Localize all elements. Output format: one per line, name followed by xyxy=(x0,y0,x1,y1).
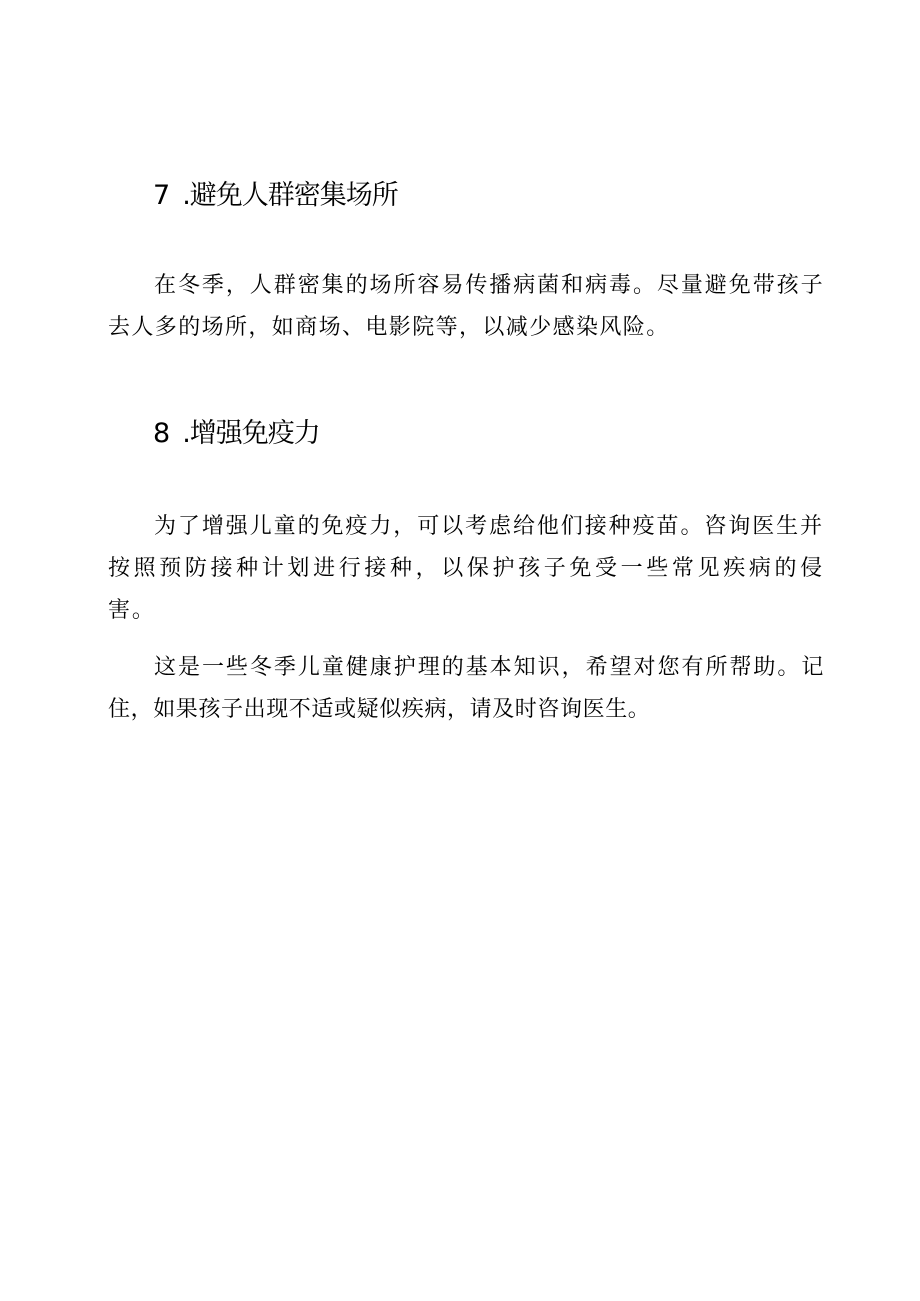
section-number: 7 xyxy=(153,180,171,211)
section-heading-8 xyxy=(153,418,320,450)
closing-paragraph: 这是一些冬季儿童健康护理的基本知识，希望对您有所帮助。记住，如果孩子出现不适或疑似疾病，请及时咨询医生。 xyxy=(108,655,824,722)
section-title: .增强免疫力 xyxy=(182,418,320,449)
section-paragraph-7: 在冬季，人群密集的场所容易传播病菌和病毒。尽量避免带孩子去人多的场所，如商场、电影院等，以减少感染风险。 xyxy=(108,273,824,340)
section-title: .避免人群密集场所 xyxy=(182,180,398,211)
section-paragraph-8: 为了增强儿童的免疫力，可以考虑给他们接种疫苗。咨询医生并按照预防接种计划进行接种，以保护孩子免受一些常见疾病的侵害。 xyxy=(108,514,824,623)
section-number: 8 xyxy=(153,418,171,449)
section-heading-7 xyxy=(153,180,398,212)
